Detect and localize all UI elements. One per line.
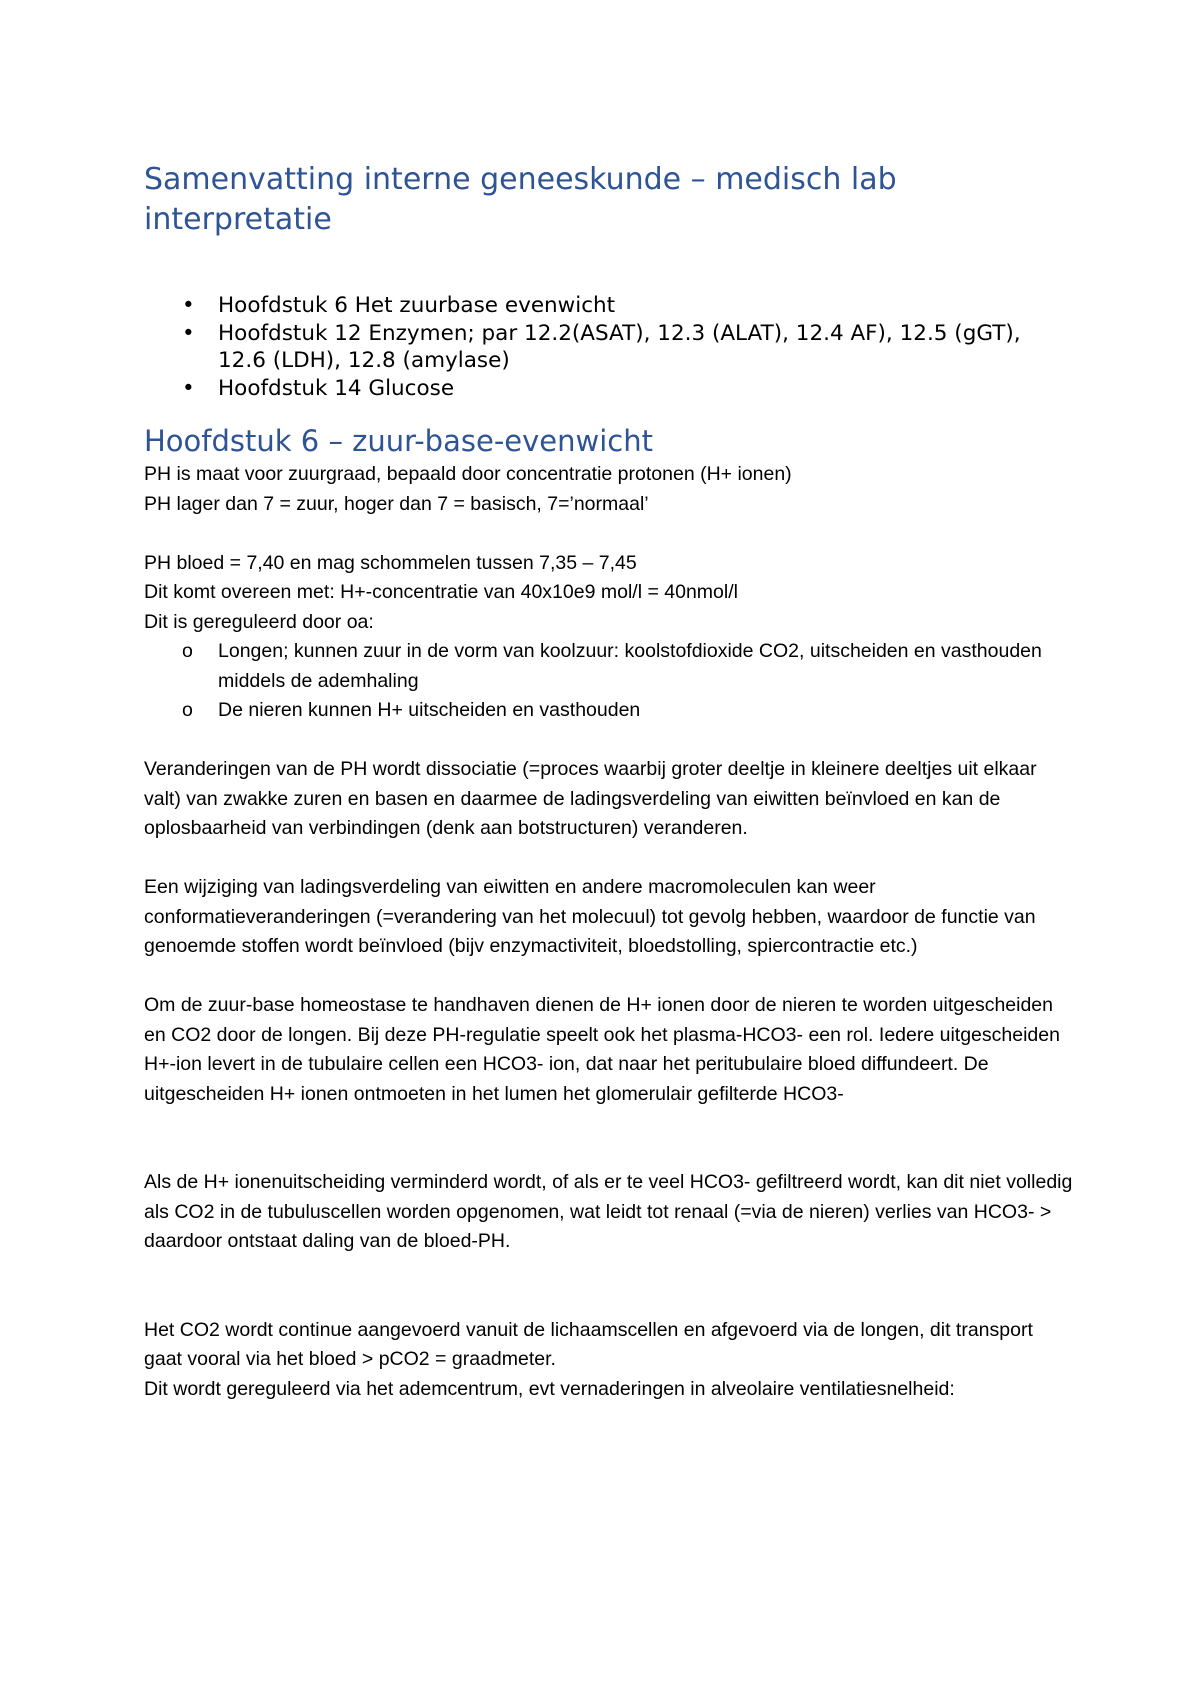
- chapter-list-item: [144, 375, 1074, 403]
- regulation-list: [144, 637, 1074, 726]
- body-line: Dit is gereguleerd door oa:: [144, 610, 374, 633]
- body-paragraph: Veranderingen van de PH wordt dissociatie (=proces waarbij groter deeltje in kleinere deeltjes uit elkaar valt) van zwakke zuren en basen en daarmee de ladingsverdeling van eiwitten beïnvloed en kan de oplosbaarheid van verbindingen (denk aan botstructuren) veranderen.: [144, 758, 1037, 839]
- bullet-icon: •: [182, 375, 195, 401]
- body-line: PH is maat voor zuurgraad, bepaald door concentratie protonen (H+ ionen): [144, 463, 792, 485]
- body-paragraph: Als de H+ ionenuitscheiding verminderd wordt, of als er te veel HCO3- gefiltreerd wordt, kan dit niet volledig als CO2 in de tubuluscellen worden opgenomen, wat leidt tot renaal (=via de nieren) verlies van HCO3- > daardoor ontstaat daling van de bloed-PH.: [144, 1171, 1073, 1252]
- regulation-list-item-text: De nieren kunnen H+ uitscheiden en vasthouden: [218, 699, 641, 721]
- section-body: [144, 460, 1074, 1404]
- circle-bullet-icon: o: [182, 699, 193, 721]
- chapter-list-item: [144, 320, 1074, 375]
- bullet-icon: •: [182, 320, 195, 346]
- chapter-list-item: [144, 292, 1074, 320]
- spacer: [144, 844, 1074, 874]
- body-paragraph: Om de zuur-base homeostase te handhaven dienen de H+ ionen door de nieren te worden uitgescheiden en CO2 door de longen. Bij deze PH-regulatie speelt ook het plasma-HCO3- een rol. Iedere uitgescheiden H+-ion levert in de tubulaire cellen een HCO3- ion, dat naar het peritubulaire bloed diffundeert. De uitgescheiden H+ ionen ontmoeten in het lumen het glomerulair gefilterde HCO3-: [144, 994, 1060, 1105]
- chapter-list: [144, 292, 1074, 402]
- chapter-list-item-text: Hoofdstuk 6 Het zuurbase evenwicht: [218, 293, 616, 318]
- body-paragraph: Het CO2 wordt continue aangevoerd vanuit de lichaamscellen en afgevoerd via de longen, dit transport gaat vooral via het bloed > pCO2 = graadmeter.: [144, 1318, 1033, 1370]
- spacer: [144, 1109, 1074, 1168]
- regulation-list-item-text: Longen; kunnen zuur in de vorm van koolzuur: koolstofdioxide CO2, uitscheiden en vasthouden middels de ademhaling: [218, 640, 1042, 692]
- bullet-icon: •: [182, 293, 195, 318]
- body-line: Dit komt overeen met: H+-concentratie van 40x10e9 mol/l = 40nmol/l: [144, 581, 738, 603]
- section-heading: Hoofdstuk 6 – zuur-base-evenwicht: [144, 424, 653, 458]
- regulation-list-item: [144, 696, 1074, 726]
- spacer: [144, 1257, 1074, 1316]
- spacer: [144, 726, 1074, 756]
- body-paragraph: Een wijziging van ladingsverdeling van eiwitten en andere macromoleculen kan weer conformatieveranderingen (=verandering van het molecuul) tot gevolg hebben, waardoor de functie van genoemde stoffen wordt beïnvloed (bijv enzymactiviteit, bloedstolling, spiercontractie etc.): [144, 876, 1036, 957]
- document-content: [144, 160, 1074, 1404]
- spacer: [144, 962, 1074, 992]
- circle-bullet-icon: o: [182, 640, 193, 662]
- regulation-list-item: [144, 637, 1074, 696]
- chapter-list-item-text: Hoofdstuk 12 Enzymen; par 12.2(ASAT), 12.3 (ALAT), 12.4 AF), 12.5 (gGT), 12.6 (LDH), 12.8 (amylase): [218, 320, 1021, 373]
- body-line: PH bloed = 7,40 en mag schommelen tussen 7,35 – 7,45: [144, 551, 637, 574]
- body-paragraph: Dit wordt gereguleerd via het ademcentrum, evt vernaderingen in alveolaire ventilatiesnelheid:: [144, 1377, 955, 1400]
- document-title: Samenvatting interne geneeskunde – medisch lab interpretatie: [144, 162, 897, 237]
- body-line: PH lager dan 7 = zuur, hoger dan 7 = basisch, 7=’normaal’: [144, 492, 649, 515]
- spacer: [144, 519, 1074, 549]
- chapter-list-item-text: Hoofdstuk 14 Glucose: [218, 375, 455, 401]
